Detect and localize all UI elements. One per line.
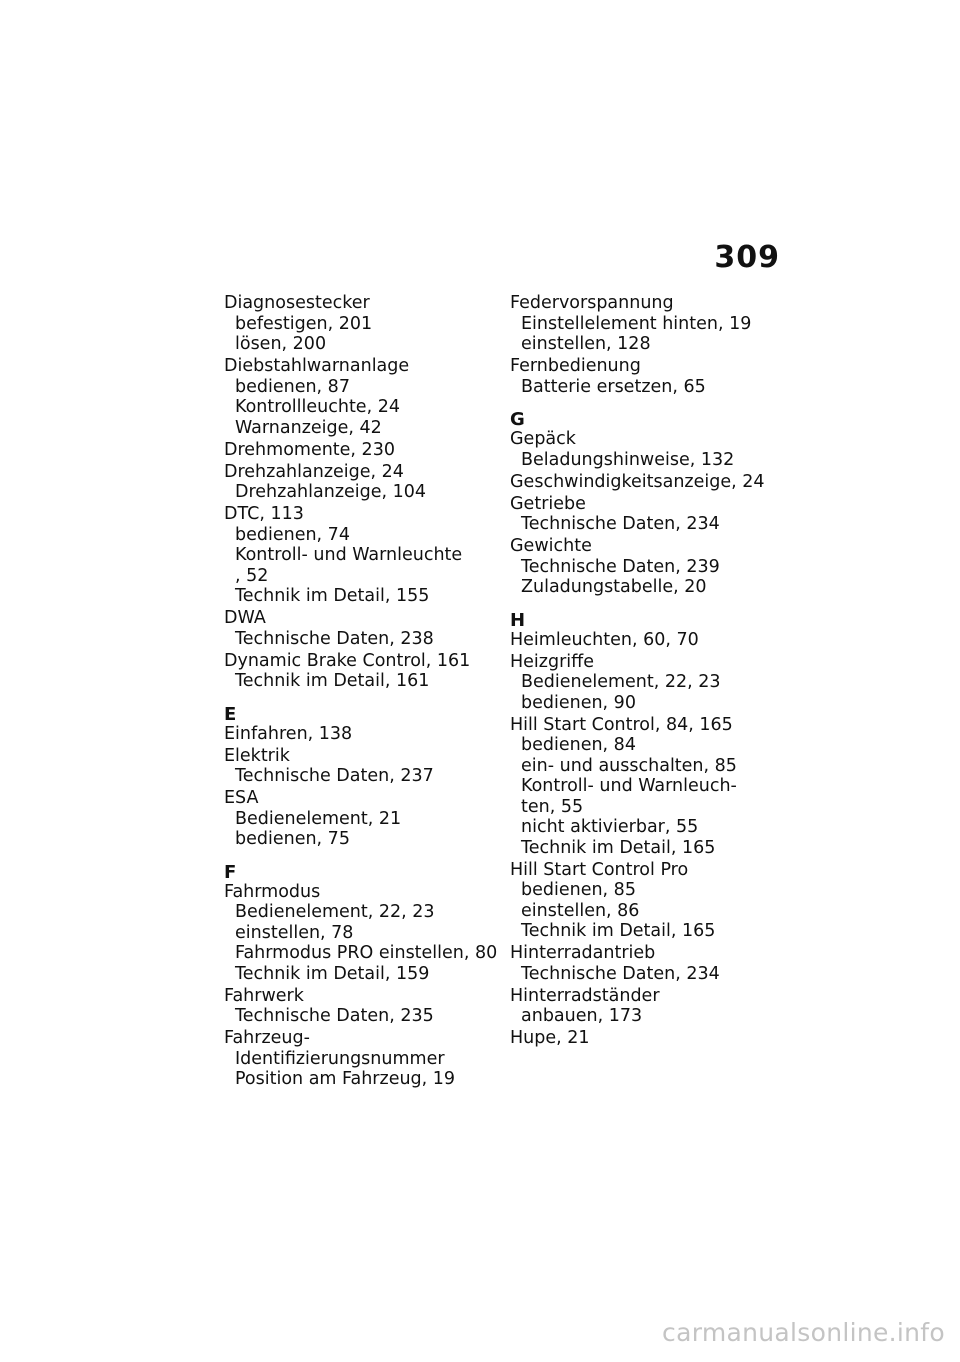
index-subentry: bedienen, 85: [521, 880, 636, 900]
index-entry: Diebstahlwarnanlage: [224, 356, 410, 376]
index-column-left: [224, 293, 496, 1090]
index-subentry: befestigen, 201: [235, 313, 373, 334]
index-subentry: Zuladungstabelle, 20: [521, 577, 707, 597]
index-subentry: Warnanzeige, 42: [235, 417, 382, 438]
index-subentry: Bedienelement, 22, 23: [235, 902, 435, 922]
index-subentry: Batterie ersetzen, 65: [521, 376, 706, 397]
index-subentry: einstellen, 86: [521, 900, 640, 921]
index-subentry: , 52: [235, 565, 269, 586]
index-entry: Hill Start Control, 84, 165: [510, 714, 733, 735]
index-entry: Fahrmodus: [224, 881, 321, 902]
index-subentry: Technik im Detail, 165: [521, 837, 716, 858]
index-entry: Heimleuchten, 60, 70: [510, 629, 699, 650]
page-number: 309: [714, 240, 780, 275]
index-entry: Fernbedienung: [510, 356, 641, 376]
index-entry: Geschwindigkeitsanzeige, 24: [510, 471, 765, 492]
index-subentry: Technik im Detail, 165: [521, 921, 716, 941]
index-entry: Getriebe: [510, 493, 586, 514]
index-subentry: Fahrmodus PRO einstellen, 80: [235, 943, 498, 963]
index-subentry: Kontroll- und Warnleuch-: [521, 776, 737, 796]
index-subentry: Identifizierungsnummer: [235, 1048, 445, 1069]
index-subentry: Kontroll- und Warnleuchte: [235, 545, 463, 565]
index-entry: Elektrik: [224, 745, 290, 766]
index-subentry: Einstellelement hinten, 19: [521, 313, 752, 334]
index-subentry: bedienen, 90: [521, 692, 636, 713]
index-entry: Federvorspannung: [510, 293, 674, 313]
index-subentry: Technik im Detail, 159: [235, 963, 430, 984]
index-subentry: bedienen, 75: [235, 829, 350, 849]
index-entry: Hill Start Control Pro: [510, 859, 689, 880]
index-subentry: bedienen, 87: [235, 376, 350, 397]
index-column-right: [510, 293, 790, 1049]
index-subentry: Kontrollleuchte, 24: [235, 397, 400, 417]
index-entry: DWA: [224, 608, 266, 628]
index-subentry: Position am Fahrzeug, 19: [235, 1069, 456, 1089]
index-entry: Hinterradantrieb: [510, 943, 656, 963]
index-entry: Hupe, 21: [510, 1028, 590, 1048]
index-entry: Gepäck: [510, 429, 576, 449]
section-letter: G: [510, 409, 525, 430]
index-subentry: Technische Daten, 234: [521, 963, 720, 984]
index-subentry: Bedienelement, 21: [235, 808, 402, 829]
index-subentry: einstellen, 78: [235, 922, 354, 943]
index-entry: Dynamic Brake Control, 161: [224, 650, 471, 671]
section-letter: H: [510, 609, 526, 631]
index-entry: Einfahren, 138: [224, 723, 353, 744]
index-subentry: ten, 55: [521, 796, 584, 817]
index-subentry: Technische Daten, 238: [235, 628, 434, 649]
watermark: carmanualsonline.info: [662, 1318, 945, 1347]
index-entry: Heizgriffe: [510, 651, 594, 672]
index-subentry: Technik im Detail, 161: [235, 671, 430, 691]
index-entry: Hinterradständer: [510, 985, 660, 1006]
index-entry: Fahrzeug-: [224, 1028, 310, 1048]
index-subentry: Technische Daten, 239: [521, 556, 720, 577]
index-subentry: Beladungshinweise, 132: [521, 449, 735, 470]
index-subentry: Technische Daten, 234: [521, 514, 720, 534]
index-subentry: bedienen, 84: [521, 735, 636, 755]
index-subentry: einstellen, 128: [521, 334, 651, 354]
index-subentry: bedienen, 74: [235, 524, 350, 545]
index-entry: ESA: [224, 788, 259, 808]
index-subentry: Technische Daten, 235: [235, 1006, 434, 1026]
index-subentry: Bedienelement, 22, 23: [521, 672, 721, 692]
index-subentry: ein- und ausschalten, 85: [521, 755, 737, 776]
index-entry: Diagnosestecker: [224, 293, 370, 313]
index-entry: Gewichte: [510, 536, 592, 556]
index-subentry: lösen, 200: [235, 334, 327, 354]
index-entry: Fahrwerk: [224, 985, 304, 1006]
section-letter: F: [224, 861, 237, 883]
index-subentry: Technik im Detail, 155: [235, 586, 430, 606]
index-subentry: Drehzahlanzeige, 104: [235, 482, 427, 502]
index-subentry: anbauen, 173: [521, 1006, 643, 1026]
index-entry: DTC, 113: [224, 504, 304, 524]
index-entry: Drehmomente, 230: [224, 439, 395, 460]
index-subentry: Technische Daten, 237: [235, 766, 434, 786]
section-letter: E: [224, 703, 237, 725]
index-entry: Drehzahlanzeige, 24: [224, 461, 404, 482]
index-subentry: nicht aktivierbar, 55: [521, 817, 699, 837]
